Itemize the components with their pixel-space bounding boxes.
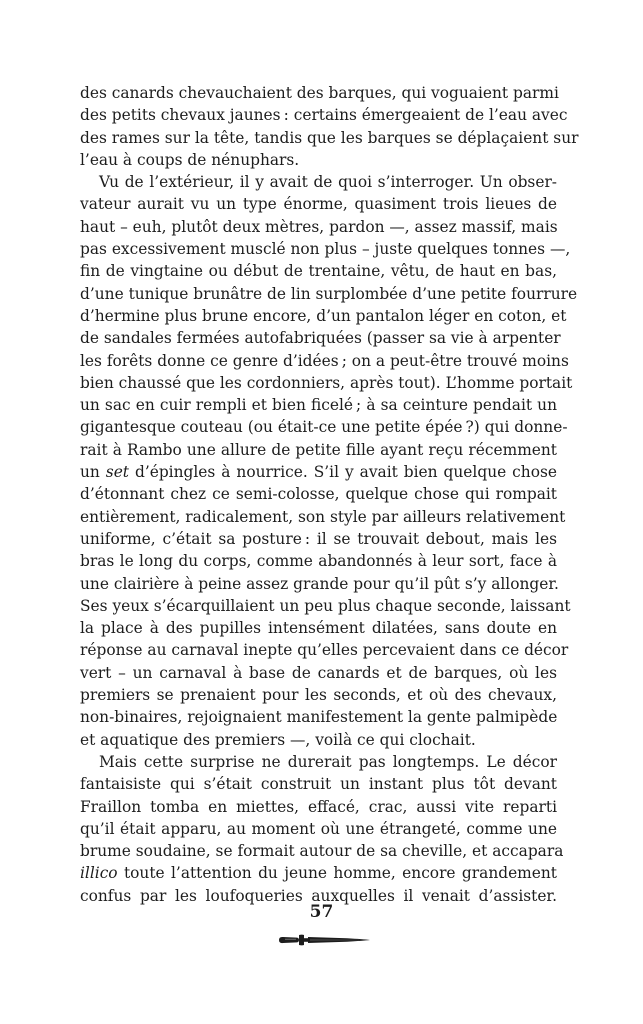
text-line: d’étonnant chez ce semi-colosse, quelque chose qui rompait <box>80 485 557 504</box>
text-line: fin de vingtaine ou début de trentaine, vêtu, de haut en bas, <box>80 262 557 281</box>
text-line: Vu de l’extérieur, il y avait de quoi s’interroger. Un obser- <box>99 173 557 192</box>
text-line: fantaisiste qui s’était construit un instant plus tôt devant <box>80 775 557 794</box>
text-line: d’hermine plus brune encore, d’un pantalon léger en coton, et <box>80 306 567 325</box>
dagger-icon <box>277 932 371 948</box>
text-line: bien chaussé que les cordonniers, après tout). L’homme portait <box>80 373 573 392</box>
text-line: qu’il était apparu, au moment où une étrangeté, comme une <box>80 819 557 838</box>
text-line: gigantesque couteau (ou était-ce une petite épée ?) qui donne- <box>80 418 568 437</box>
text-line: haut – euh, plutôt deux mètres, pardon —, assez massif, mais <box>80 217 558 236</box>
text-line: brume soudaine, se formait autour de sa cheville, et accapara <box>80 842 564 861</box>
text-line: vert – un carnaval à base de canards et de barques, où les <box>80 663 557 682</box>
text-line: et aquatique des premiers —, voilà ce qui clochait. <box>80 730 476 749</box>
text-line: des rames sur la tête, tandis que les barques se déplaçaient sur <box>80 128 579 147</box>
text-line: réponse au carnaval inepte qu’elles percevaient dans ce décor <box>80 641 569 660</box>
page-number: 57 <box>309 902 334 922</box>
text-line: de sandales fermées autofabriquées (passer sa vie à arpenter <box>80 329 561 348</box>
text-line: Mais cette surprise ne durerait pas longtemps. Le décor <box>99 752 557 771</box>
text-line: vateur aurait vu un type énorme, quasiment trois lieues de <box>80 195 557 214</box>
text-line <box>80 461 557 483</box>
italic-word: illico <box>80 864 118 883</box>
text-segment: toute l’attention du jeune homme, encore grandement <box>117 864 557 883</box>
text-line: confus par les loufoqueries auxquelles il venait d’assister. <box>80 886 557 905</box>
text-line: un sac en cuir rempli et bien ficelé ; à sa ceinture pendait un <box>80 396 557 415</box>
paragraph <box>80 82 579 171</box>
text-line: entièrement, radicalement, son style par ailleurs relativement <box>80 507 566 526</box>
text-line: premiers se prenaient pour les seconds, et où des chevaux, <box>80 686 557 705</box>
text-line: pas excessivement musclé non plus – juste quelques tonnes —, <box>80 240 571 259</box>
text-line: la place à des pupilles intensément dilatées, sans doute en <box>80 619 557 638</box>
paragraph <box>80 171 578 751</box>
text-line: non-binaires, rejoignaient manifestement la gente palmipède <box>80 708 558 727</box>
text-segment: d’épingles à nourrice. S’il y avait bien quelque chose <box>129 463 557 482</box>
text-line: bras le long du corps, comme abandonnés à leur sort, face à <box>80 552 557 571</box>
text-line <box>80 862 557 884</box>
paragraph <box>80 751 564 907</box>
text-line: uniforme, c’était sa posture : il se trouvait debout, mais les <box>80 529 557 548</box>
page-body <box>80 82 579 907</box>
text-line: d’une tunique brunâtre de lin surplombée d’une petite fourrure <box>80 284 578 303</box>
text-line: des canards chevauchaient des barques, qui voguaient parmi <box>80 84 559 102</box>
text-line: des petits chevaux jaunes : certains émergeaient de l’eau avec <box>80 106 568 125</box>
text-segment: un <box>80 463 106 482</box>
text-line: Ses yeux s’écarquillaient un peu plus chaque seconde, laissant <box>80 596 571 615</box>
italic-word: set <box>105 463 129 482</box>
text-line: les forêts donne ce genre d’idées ; on a peut-être trouvé moins <box>80 351 569 370</box>
text-line: rait à Rambo une allure de petite fille ayant reçu récemment <box>80 440 557 459</box>
text-line: l’eau à coups de nénuphars. <box>80 150 300 169</box>
text-line: Fraillon tomba en miettes, effacé, crac, aussi vite reparti <box>80 797 557 816</box>
text-line: une clairière à peine assez grande pour qu’il pût s’y allonger. <box>80 574 559 593</box>
